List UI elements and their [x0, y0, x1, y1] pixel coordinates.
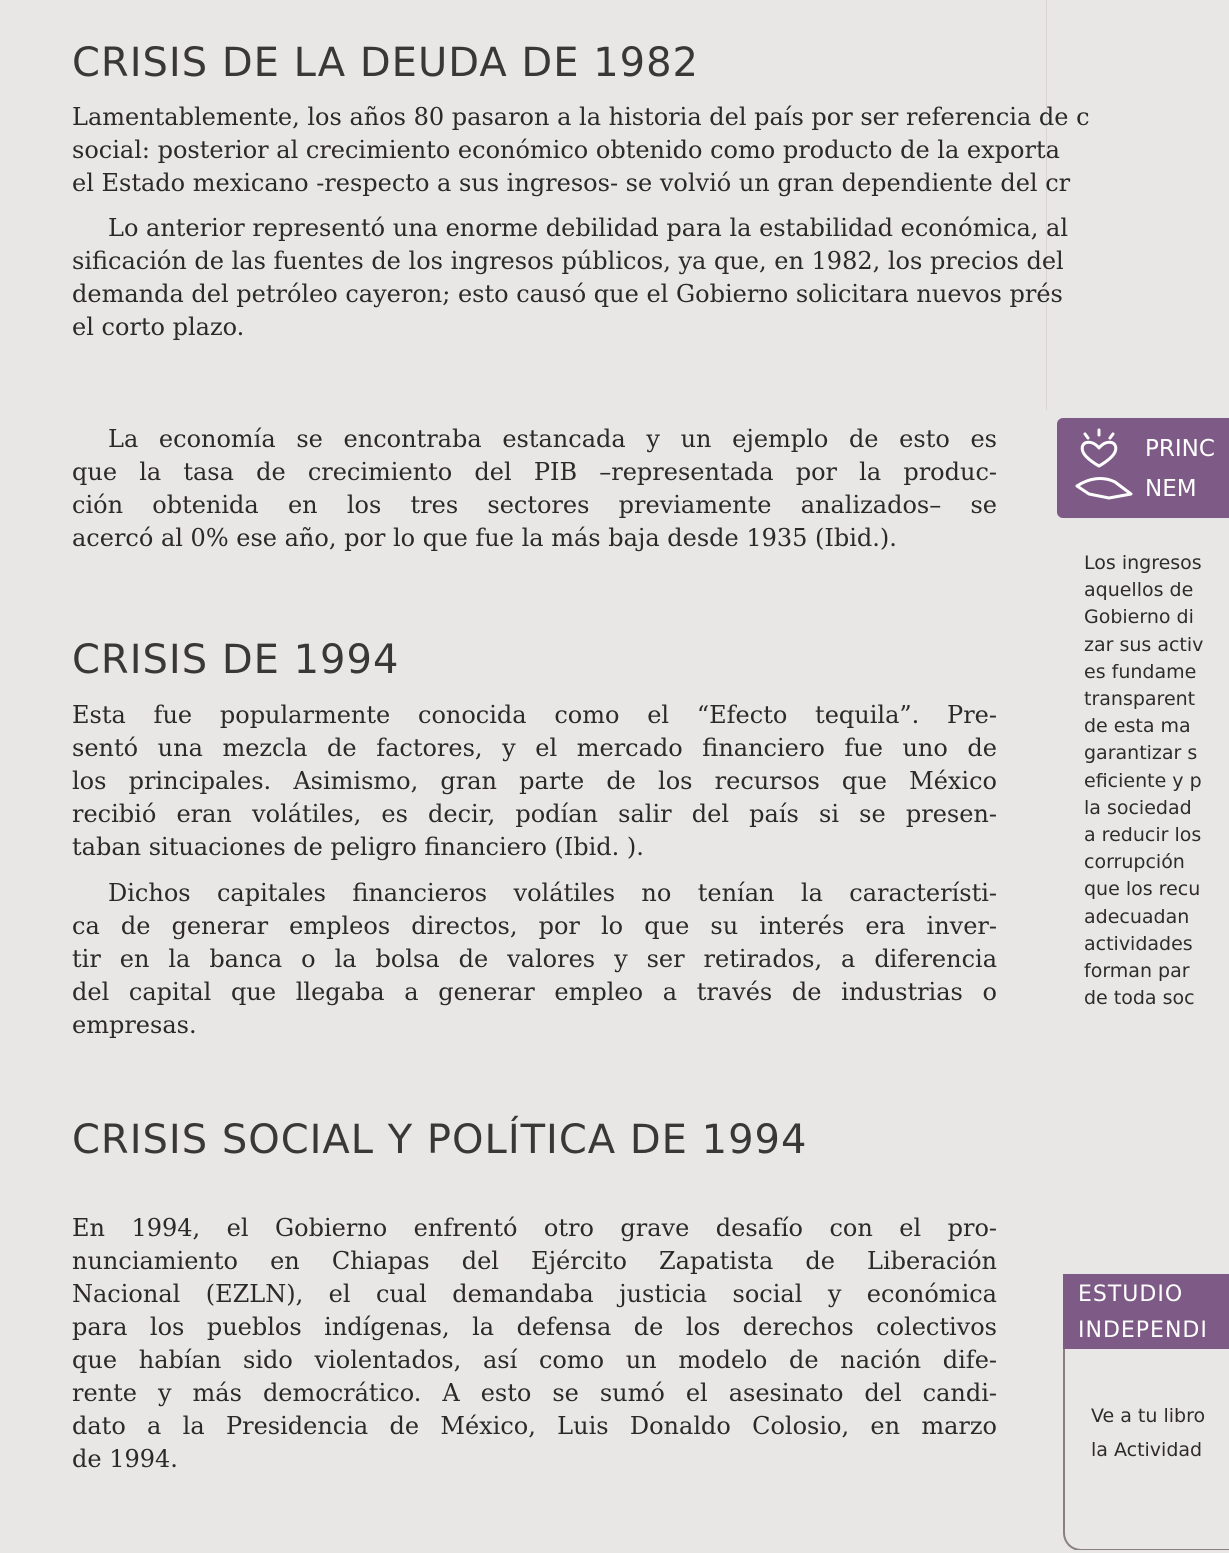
- sidebar-line: garantizar s: [1084, 742, 1198, 765]
- text-line: Esta fue popularmente conocida como el “Efecto tequila”. Pre-: [72, 701, 997, 729]
- paragraph-1982-economy: [72, 423, 997, 555]
- paragraph-1994-tequila: [72, 699, 997, 864]
- text-line: de 1994.: [72, 1445, 178, 1473]
- text-line: taban situaciones de peligro financiero (Ibid. ).: [72, 833, 644, 861]
- text-line: empresas.: [72, 1011, 197, 1039]
- estudio-instruction: Ve a tu libro: [1091, 1405, 1206, 1427]
- text-line: rente y más democrático. A esto se sumó el asesinato del candi-: [72, 1379, 997, 1407]
- text-line: los principales. Asimismo, gran parte de los recursos que México: [72, 767, 997, 795]
- text-line: recibió eran volátiles, es decir, podían salir del país si se presen-: [72, 800, 997, 828]
- principios-nem-banner: [1057, 418, 1229, 518]
- text-line: que habían sido violentados, así como un modelo de nación dife-: [72, 1346, 997, 1374]
- estudio-header: [1063, 1274, 1229, 1349]
- text-line: tir en la banca o la bolsa de valores y ser retirados, a diferencia: [72, 945, 997, 973]
- heading-crisis-1982: CRISIS DE LA DEUDA DE 1982: [72, 40, 699, 86]
- text-line: sificación de las fuentes de los ingresos públicos, ya que, en 1982, los precios del: [72, 247, 1064, 275]
- text-line: el Estado mexicano -respecto a sus ingresos- se volvió un gran dependiente del cr: [72, 169, 1071, 197]
- sidebar-line: Los ingresos: [1084, 552, 1202, 574]
- sidebar-line: aquellos de: [1084, 579, 1194, 602]
- paragraph-1982-weakness: [72, 212, 1222, 344]
- sidebar-principios-text: [1084, 550, 1229, 1012]
- sidebar-line: forman par: [1084, 960, 1190, 983]
- text-line: demanda del petróleo cayeron; esto causó que el Gobierno solicitara nuevos prés: [72, 280, 1063, 308]
- heading-crisis-social-1994: CRISIS SOCIAL Y POLÍTICA DE 1994: [72, 1117, 808, 1163]
- text-line: que la tasa de crecimiento del PIB –representada por la produc-: [72, 458, 997, 486]
- sidebar-line: Gobierno di: [1084, 606, 1194, 629]
- sidebar-line: zar sus activ: [1084, 633, 1204, 656]
- text-line: La economía se encontraba estancada y un ejemplo de esto es: [108, 425, 997, 453]
- estudio-label: ESTUDIO: [1078, 1282, 1184, 1307]
- text-line: dato a la Presidencia de México, Luis Donaldo Colosio, en marzo: [72, 1412, 997, 1440]
- text-line: Dichos capitales financieros volátiles no tenían la característi-: [108, 879, 997, 907]
- text-line: sentó una mezcla de factores, y el mercado financiero fue uno de: [72, 734, 997, 762]
- estudio-activity: la Actividad: [1091, 1439, 1203, 1461]
- text-line: para los pueblos indígenas, la defensa de los derechos colectivos: [72, 1313, 997, 1341]
- sidebar-line: la sociedad: [1084, 796, 1192, 819]
- paragraph-social-1994: [72, 1212, 997, 1476]
- text-line: ca de generar empleos directos, por lo que su interés era inver-: [72, 912, 997, 940]
- paragraph-1994-capitals: [72, 877, 997, 1042]
- sidebar-line: actividades: [1084, 932, 1193, 955]
- heading-crisis-1994: CRISIS DE 1994: [72, 637, 400, 683]
- text-line: del capital que llegaba a generar empleo a través de industrias o: [72, 978, 997, 1006]
- sidebar-line: a reducir los: [1084, 824, 1202, 847]
- sidebar-line: transparent: [1084, 688, 1196, 711]
- estudio-independiente-box: [1063, 1264, 1229, 1550]
- text-line: el corto plazo.: [72, 313, 245, 341]
- sidebar-line: que los recu: [1084, 878, 1201, 901]
- column-divider: [1046, 0, 1047, 410]
- nem-label: NEM: [1145, 476, 1197, 502]
- estudio-body: [1063, 1349, 1229, 1550]
- paragraph-1982-intro: [72, 101, 1222, 200]
- sidebar-line: corrupción: [1084, 851, 1185, 874]
- text-line: Lo anterior representó una enorme debilidad para la estabilidad económica, al: [108, 214, 1069, 242]
- independiente-label: INDEPENDI: [1078, 1318, 1208, 1343]
- text-line: ción obtenida en los tres sectores previamente analizados– se: [72, 491, 997, 519]
- text-line: Nacional (EZLN), el cual demandaba justicia social y económica: [72, 1280, 997, 1308]
- heart-hand-icon: [1069, 428, 1139, 513]
- sidebar-line: de toda soc: [1084, 987, 1195, 1010]
- sidebar-line: eficiente y p: [1084, 769, 1202, 792]
- sidebar-line: es fundame: [1084, 660, 1197, 683]
- princ-label: PRINC: [1145, 436, 1215, 462]
- sidebar-line: adecuadan: [1084, 905, 1190, 928]
- text-line: nunciamiento en Chiapas del Ejército Zapatista de Liberación: [72, 1247, 997, 1275]
- sidebar-line: de esta ma: [1084, 715, 1191, 738]
- text-line: acercó al 0% ese año, por lo que fue la más baja desde 1935 (Ibid.).: [72, 524, 897, 552]
- text-line: Lamentablemente, los años 80 pasaron a la historia del país por ser referencia de c: [72, 103, 1090, 131]
- text-line: En 1994, el Gobierno enfrentó otro grave desafío con el pro-: [72, 1214, 997, 1242]
- text-line: social: posterior al crecimiento económico obtenido como producto de la exporta: [72, 136, 1060, 164]
